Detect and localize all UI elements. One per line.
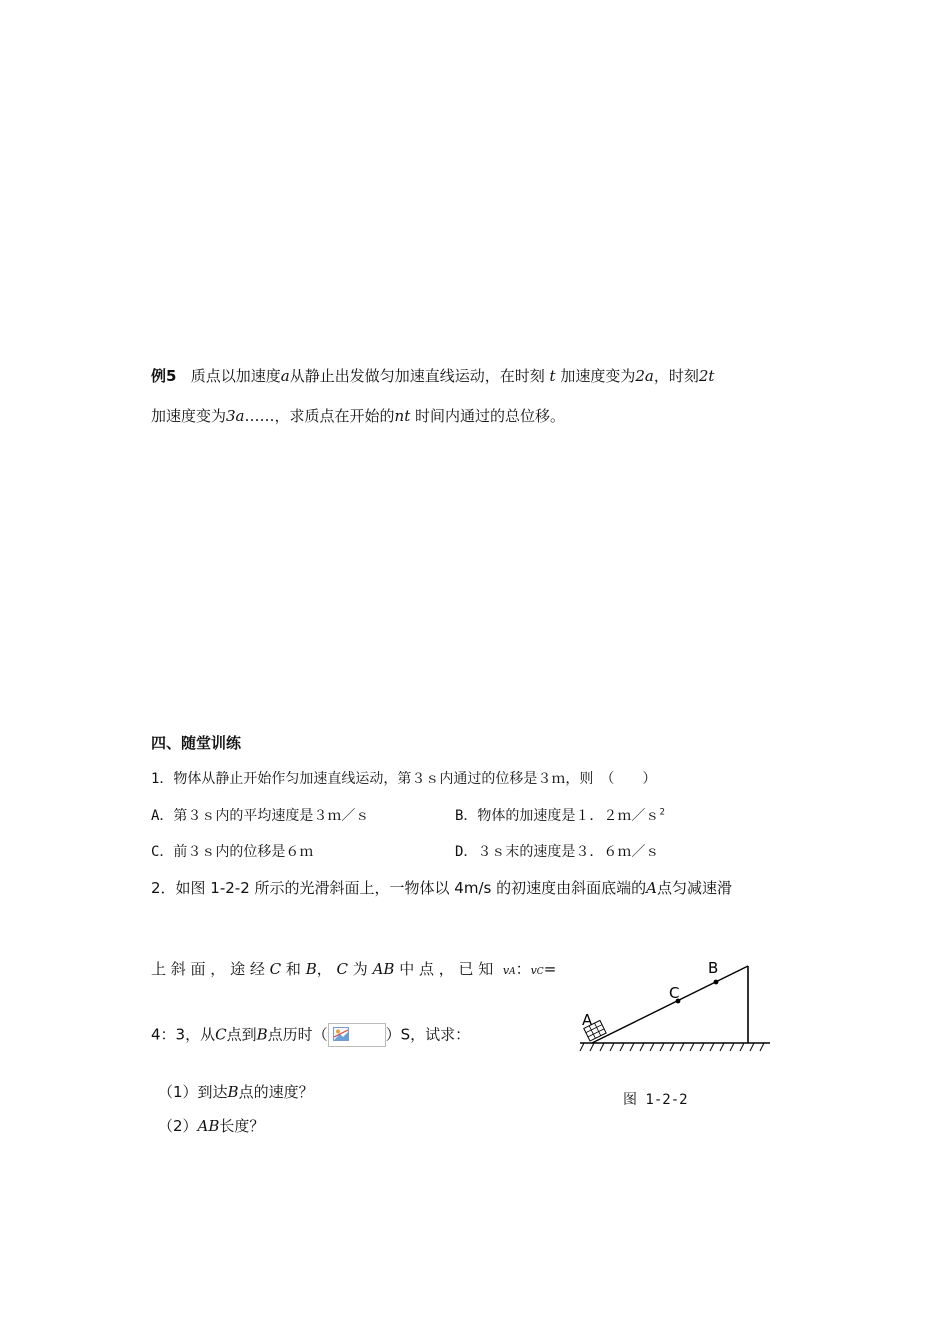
- label-a: A: [582, 1011, 593, 1029]
- slope-line: [592, 966, 748, 1043]
- example-label: 例5: [151, 367, 177, 385]
- q1-stem: 1．物体从静止开始作匀加速直线运动，第３ｓ内通过的位移是３ｍ，则 （ ）: [151, 771, 657, 787]
- q1-option-a: A．第３ｓ内的平均速度是３ｍ／ｓ: [151, 808, 370, 824]
- label-b: B: [708, 959, 719, 977]
- q1-option-c: C．前３ｓ内的位移是６ｍ: [151, 844, 314, 860]
- broken-image-icon: [333, 1027, 349, 1041]
- figure-caption: 图 1-2-2: [623, 1092, 688, 1108]
- incline-figure: [570, 955, 780, 1055]
- q2-line-2: 上 斜 面 ， 途 经 C 和 B， C 为 AB 中 点 ， 已 知 vA：vC=: [151, 960, 557, 978]
- q1-option-b: B．物体的加速度是１．２ｍ／ｓ$^2$: [455, 807, 665, 824]
- q2-sub-1: （1）到达B点的速度？: [158, 1083, 314, 1101]
- example-5-line-2: 加速度变为3a……，求质点在开始的nt 时间内通过的总位移。: [151, 407, 566, 425]
- q2-sub-2: （2）AB长度？: [158, 1117, 265, 1135]
- section-heading: 四、随堂训练: [151, 734, 242, 752]
- q2-line-1: 2．如图 1-2-2 所示的光滑斜面上，一物体以 4m/s 的初速度由斜面底端的A点匀减速滑: [151, 879, 732, 897]
- answer-blank-image: [328, 1023, 386, 1047]
- ground-hatching: [580, 1043, 764, 1051]
- label-c: C: [669, 984, 680, 1002]
- point-b-dot: [714, 980, 719, 985]
- q2-line-3: 4：3，从C点到B点历时（ ）S，试求：: [151, 1023, 470, 1047]
- q1-option-d: D．３ｓ末的速度是３．６ｍ／ｓ: [455, 844, 660, 860]
- example-5-line-1: 例5 质点以加速度a从静止出发做匀加速直线运动，在时刻 t 加速度变为2a，时刻2t: [151, 367, 715, 385]
